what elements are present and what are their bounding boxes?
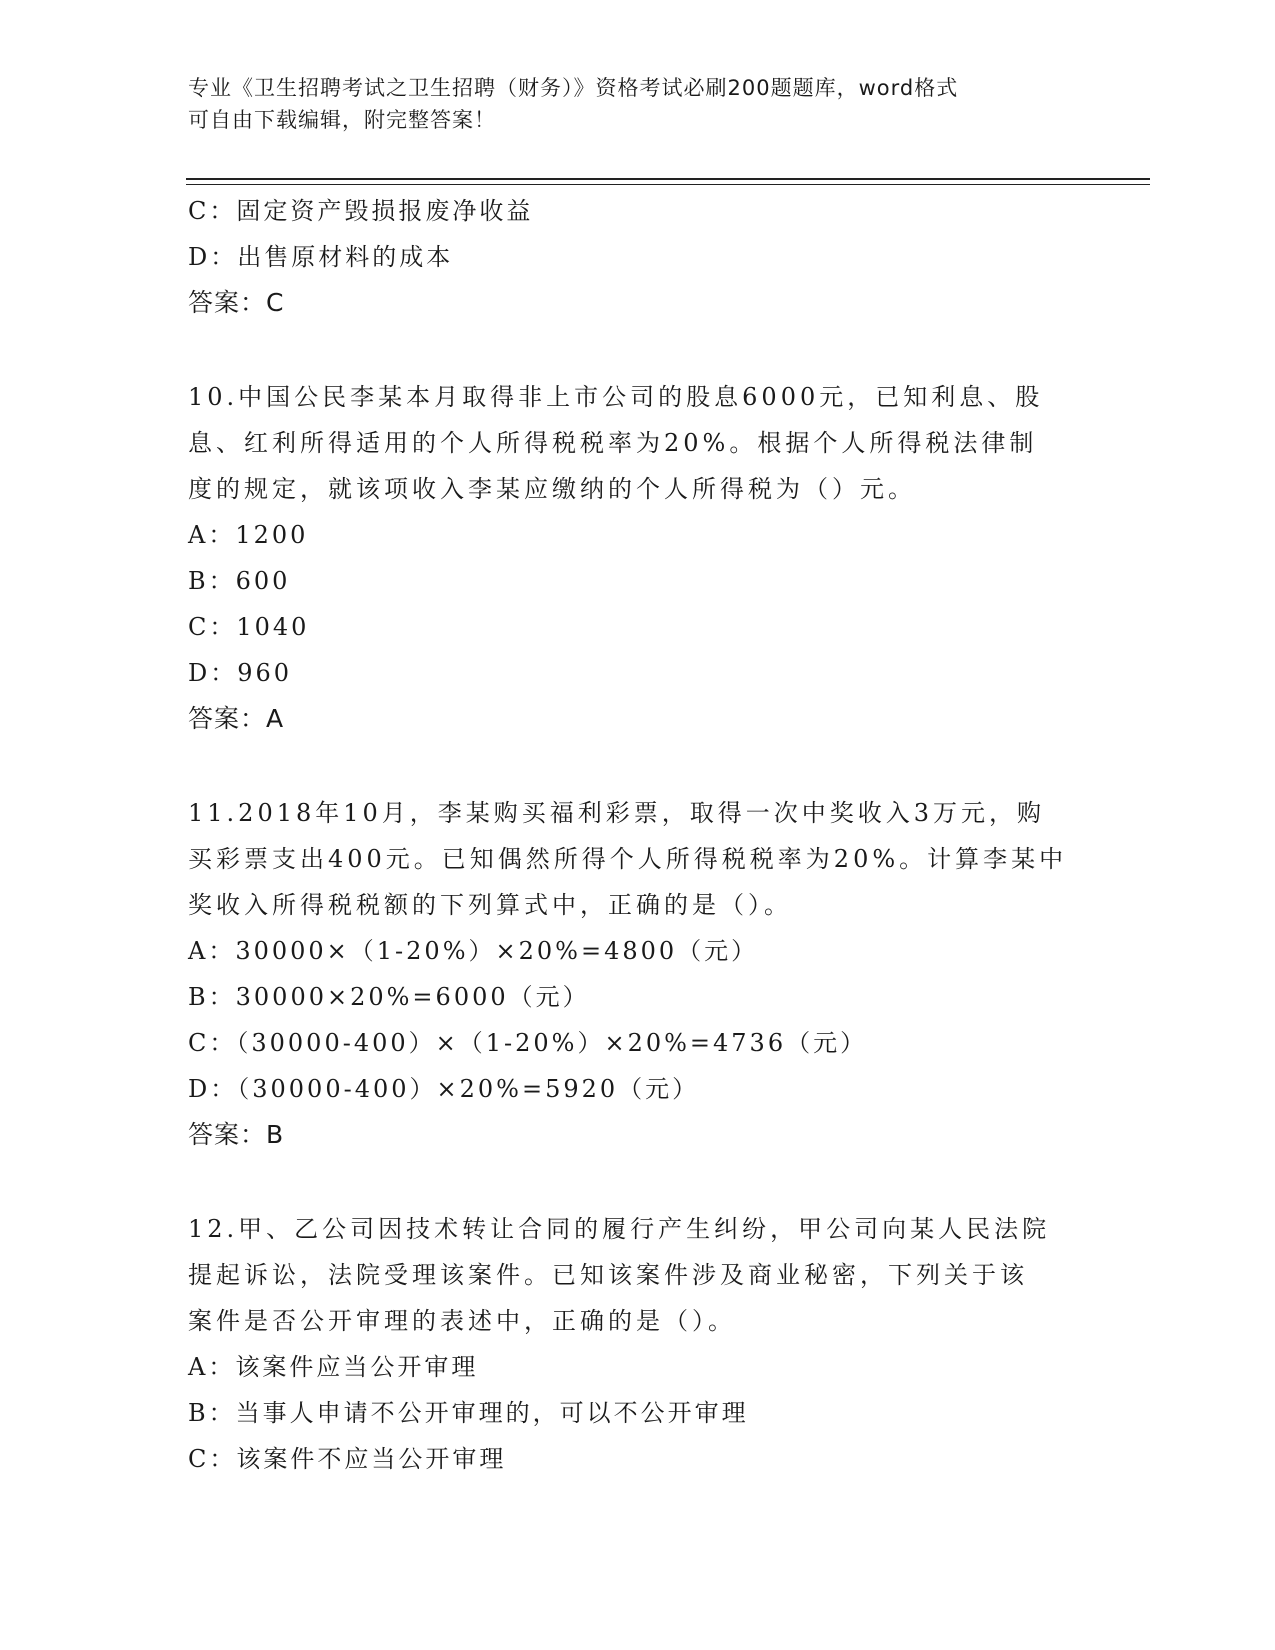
option-d: D：（30000-400）×20%=5920（元）	[188, 1075, 700, 1103]
header-divider-thick	[186, 178, 1150, 180]
answer-line: 答案：B	[188, 1120, 285, 1149]
stem-line: 买彩票支出400元。已知偶然所得个人所得税税率为20%。计算李某中	[188, 845, 1068, 873]
question-10	[188, 374, 1088, 742]
option-b: B：600	[188, 567, 291, 595]
stem-line: 奖收入所得税税额的下列算式中，正确的是（）。	[188, 891, 792, 919]
option-b: B：当事人申请不公开审理的，可以不公开审理	[188, 1399, 749, 1427]
option-c: C：（30000-400）×（1-20%）×20%=4736（元）	[188, 1029, 868, 1057]
question-stem	[188, 374, 1088, 512]
question-stem	[188, 1206, 1088, 1344]
option-c: C：1040	[188, 613, 310, 641]
option-c: C：固定资产毁损报废净收益	[188, 197, 534, 225]
document-header	[188, 72, 1088, 136]
stem-line: 提起诉讼，法院受理该案件。已知该案件涉及商业秘密，下列关于该	[188, 1261, 1028, 1289]
question-list	[188, 188, 1088, 1482]
stem-line: 11.2018年10月，李某购买福利彩票，取得一次中奖收入3万元，购	[188, 799, 1046, 827]
stem-line: 度的规定，就该项收入李某应缴纳的个人所得税为（）元。	[188, 475, 916, 503]
option-d: D：960	[188, 659, 293, 687]
question-11	[188, 790, 1088, 1158]
option-c: C：该案件不应当公开审理	[188, 1445, 507, 1473]
answer-line: 答案：C	[188, 288, 285, 317]
question-stem	[188, 790, 1088, 928]
option-a: A：30000×（1-20%）×20%=4800（元）	[188, 937, 759, 965]
stem-line: 12.甲、乙公司因技术转让合同的履行产生纠纷，甲公司向某人民法院	[188, 1215, 1051, 1243]
header-line-1: 专业《卫生招聘考试之卫生招聘（财务）》资格考试必刷200题题库，word格式	[188, 76, 959, 100]
stem-line: 息、红利所得适用的个人所得税税率为20%。根据个人所得税法律制	[188, 429, 1038, 457]
question-12	[188, 1206, 1088, 1482]
option-a: A：该案件应当公开审理	[188, 1353, 479, 1381]
option-d: D：出售原材料的成本	[188, 243, 454, 271]
header-divider-thin	[186, 184, 1150, 185]
option-a: A：1200	[188, 521, 309, 549]
stem-line: 10.中国公民李某本月取得非上市公司的股息6000元，已知利息、股	[188, 383, 1044, 411]
question-9-tail	[188, 188, 1088, 326]
stem-line: 案件是否公开审理的表述中，正确的是（）。	[188, 1307, 736, 1335]
answer-line: 答案：A	[188, 704, 285, 733]
option-b: B：30000×20%=6000（元）	[188, 983, 590, 1011]
header-line-2: 可自由下载编辑，附完整答案！	[188, 108, 496, 132]
